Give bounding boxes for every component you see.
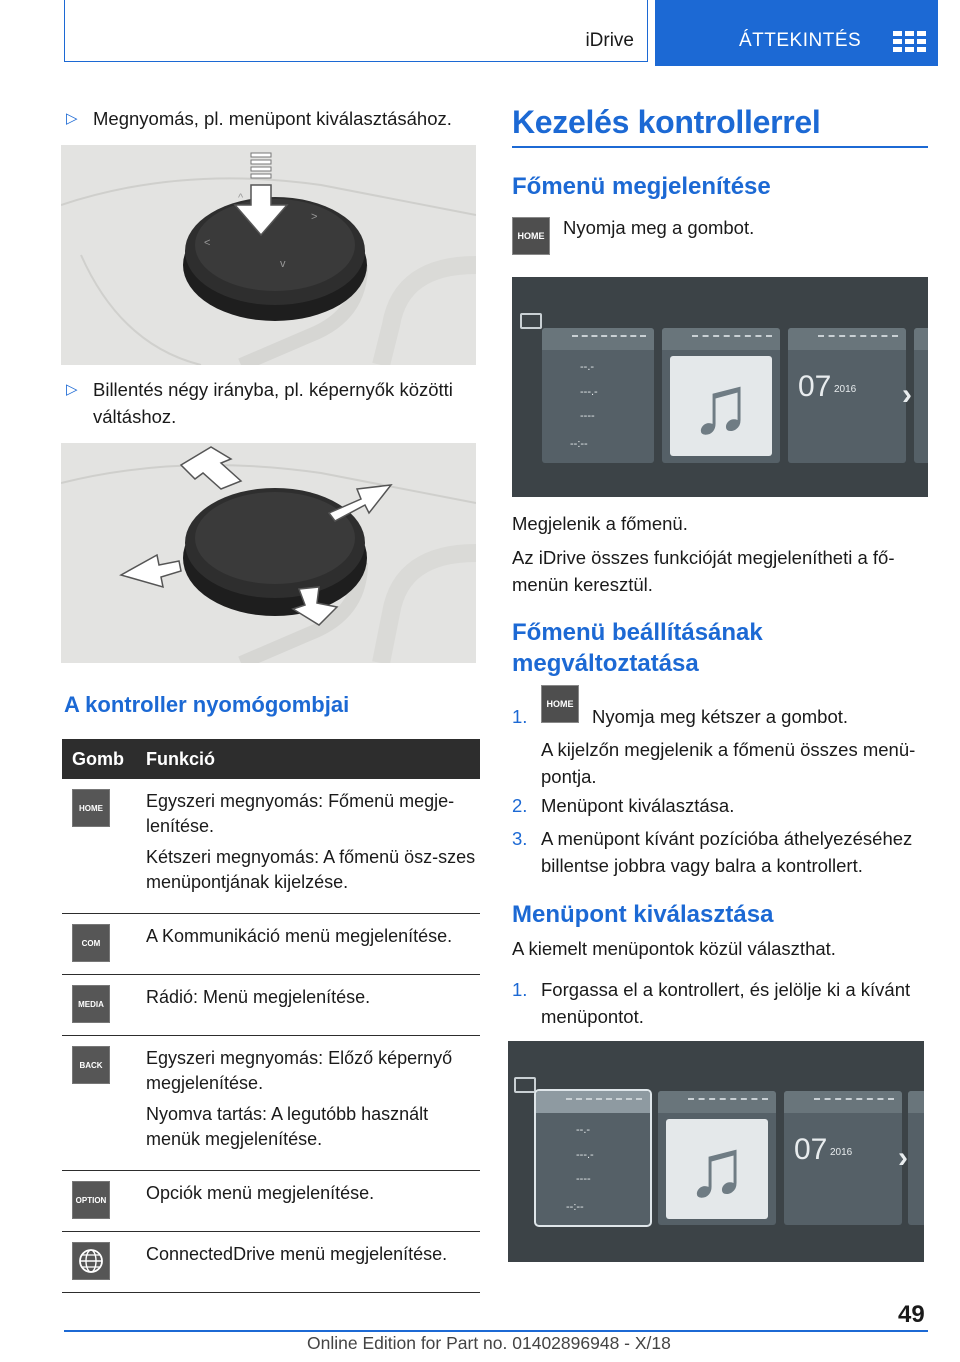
- page-number: 49: [898, 1301, 925, 1328]
- function-text: ConnectedDrive menü megjelenítése.: [146, 1244, 448, 1264]
- table-row: [62, 1171, 480, 1232]
- section-title-select-item: Menüpont kiválasztása: [512, 901, 774, 928]
- function-text: Egyszeri megnyomás: Előző képernyő megjelenítése.: [146, 1048, 453, 1093]
- chevron-up-icon: ^: [238, 192, 244, 204]
- header-section-label: iDrive: [585, 30, 634, 51]
- phone-tile[interactable]: 07 2016 ›: [784, 1091, 902, 1225]
- grid-icon: [893, 31, 926, 52]
- function-text: A Kommunikáció menü megjelenítése.: [146, 926, 453, 946]
- footer-edition: Online Edition for Part no. 01402896948 - X/18: [307, 1333, 671, 1353]
- function-text: Opciók menü megjelenítése.: [146, 1183, 375, 1203]
- chevron-down-icon: v: [280, 258, 286, 270]
- function-text: Rádió: Menü megjelenítése.: [146, 987, 371, 1007]
- table-row: [62, 1232, 480, 1293]
- triangle-bullet-icon: ▷: [66, 110, 78, 127]
- list-item: 1. HOME Nyomja meg kétszer a gombot. A kijelzőn megjelenik a főmenü összes menü‐pontja.: [512, 703, 928, 785]
- instruction-text: Nyomja meg a gombot.: [563, 217, 755, 238]
- vehicle-info-tile[interactable]: --.- ---.- ---- --:--: [542, 328, 654, 463]
- music-note-icon: ♫: [686, 1123, 748, 1214]
- section-title-buttons: A kontroller nyomógombjai: [64, 692, 350, 717]
- connected-tile[interactable]: [914, 328, 928, 463]
- paragraph: A kiemelt menüpontok közül választhat.: [512, 938, 836, 959]
- back-button-icon: BACK: [72, 1046, 110, 1084]
- table-header-row: [62, 739, 480, 779]
- chevron-left-icon: <: [204, 237, 211, 249]
- media-button-icon: MEDIA: [72, 985, 110, 1023]
- paragraph: Megjelenik a főmenü.: [512, 513, 688, 534]
- globe-icon: [72, 1242, 110, 1280]
- table-row: [62, 1036, 480, 1171]
- media-tile[interactable]: [662, 328, 780, 463]
- table-header-function: Funkció: [136, 739, 480, 779]
- function-text: Nyomva tartás: A legutóbb használt menük megjelenítése.: [146, 1104, 429, 1149]
- paragraph: Az iDrive összes funkcióját megjelenítheti a fő‐menün keresztül.: [512, 547, 895, 595]
- select-item-screen: [508, 1041, 924, 1262]
- table-row: [62, 914, 480, 975]
- home-button-icon: HOME: [541, 685, 579, 723]
- section-title-main-menu: Főmenü megjelenítése: [512, 173, 771, 200]
- section-title-change-menu: Főmenü beállításának megváltoztatása: [512, 619, 763, 677]
- footer-rule: [64, 1330, 928, 1332]
- home-button-icon: HOME: [512, 217, 550, 255]
- media-tile[interactable]: [658, 1091, 776, 1225]
- function-text: Kétszeri megnyomás: A főmenü ösz‐szes menüpontjának kijelzése.: [146, 847, 476, 892]
- vehicle-info-tile-selected[interactable]: --.- ---.- ---- --:--: [536, 1091, 650, 1225]
- option-button-icon: OPTION: [72, 1181, 110, 1219]
- music-note-icon: ♫: [690, 360, 752, 451]
- buttons-table: [62, 739, 480, 1293]
- header-tab-label: ÁTTEKINTÉS: [739, 30, 862, 51]
- com-button-icon: COM: [72, 924, 110, 962]
- function-text: Egyszeri megnyomás: Főmenü megje‐lenítése.: [146, 791, 455, 836]
- header-frame: [64, 0, 648, 62]
- header-tab[interactable]: [655, 0, 938, 66]
- page-title: Kezelés kontrollerrel: [512, 104, 821, 140]
- table-row: [62, 975, 480, 1036]
- chevron-right-icon[interactable]: ›: [902, 378, 912, 411]
- home-button-icon: HOME: [72, 789, 110, 827]
- menu-settings-icon: [520, 313, 542, 329]
- phone-tile[interactable]: 07 2016 ›: [788, 328, 906, 463]
- chevron-right-icon[interactable]: ›: [898, 1141, 908, 1174]
- controller-tilt-photo: [61, 443, 476, 663]
- table-header-button: Gomb: [62, 739, 136, 779]
- table-row: [62, 779, 480, 914]
- chevron-right-icon: >: [311, 211, 318, 223]
- main-menu-screen: [512, 277, 928, 497]
- menu-settings-icon: [514, 1077, 536, 1093]
- connected-tile[interactable]: [908, 1091, 924, 1225]
- controller-press-photo: [61, 145, 476, 365]
- triangle-bullet-icon: ▷: [66, 381, 78, 398]
- title-rule: [512, 146, 928, 148]
